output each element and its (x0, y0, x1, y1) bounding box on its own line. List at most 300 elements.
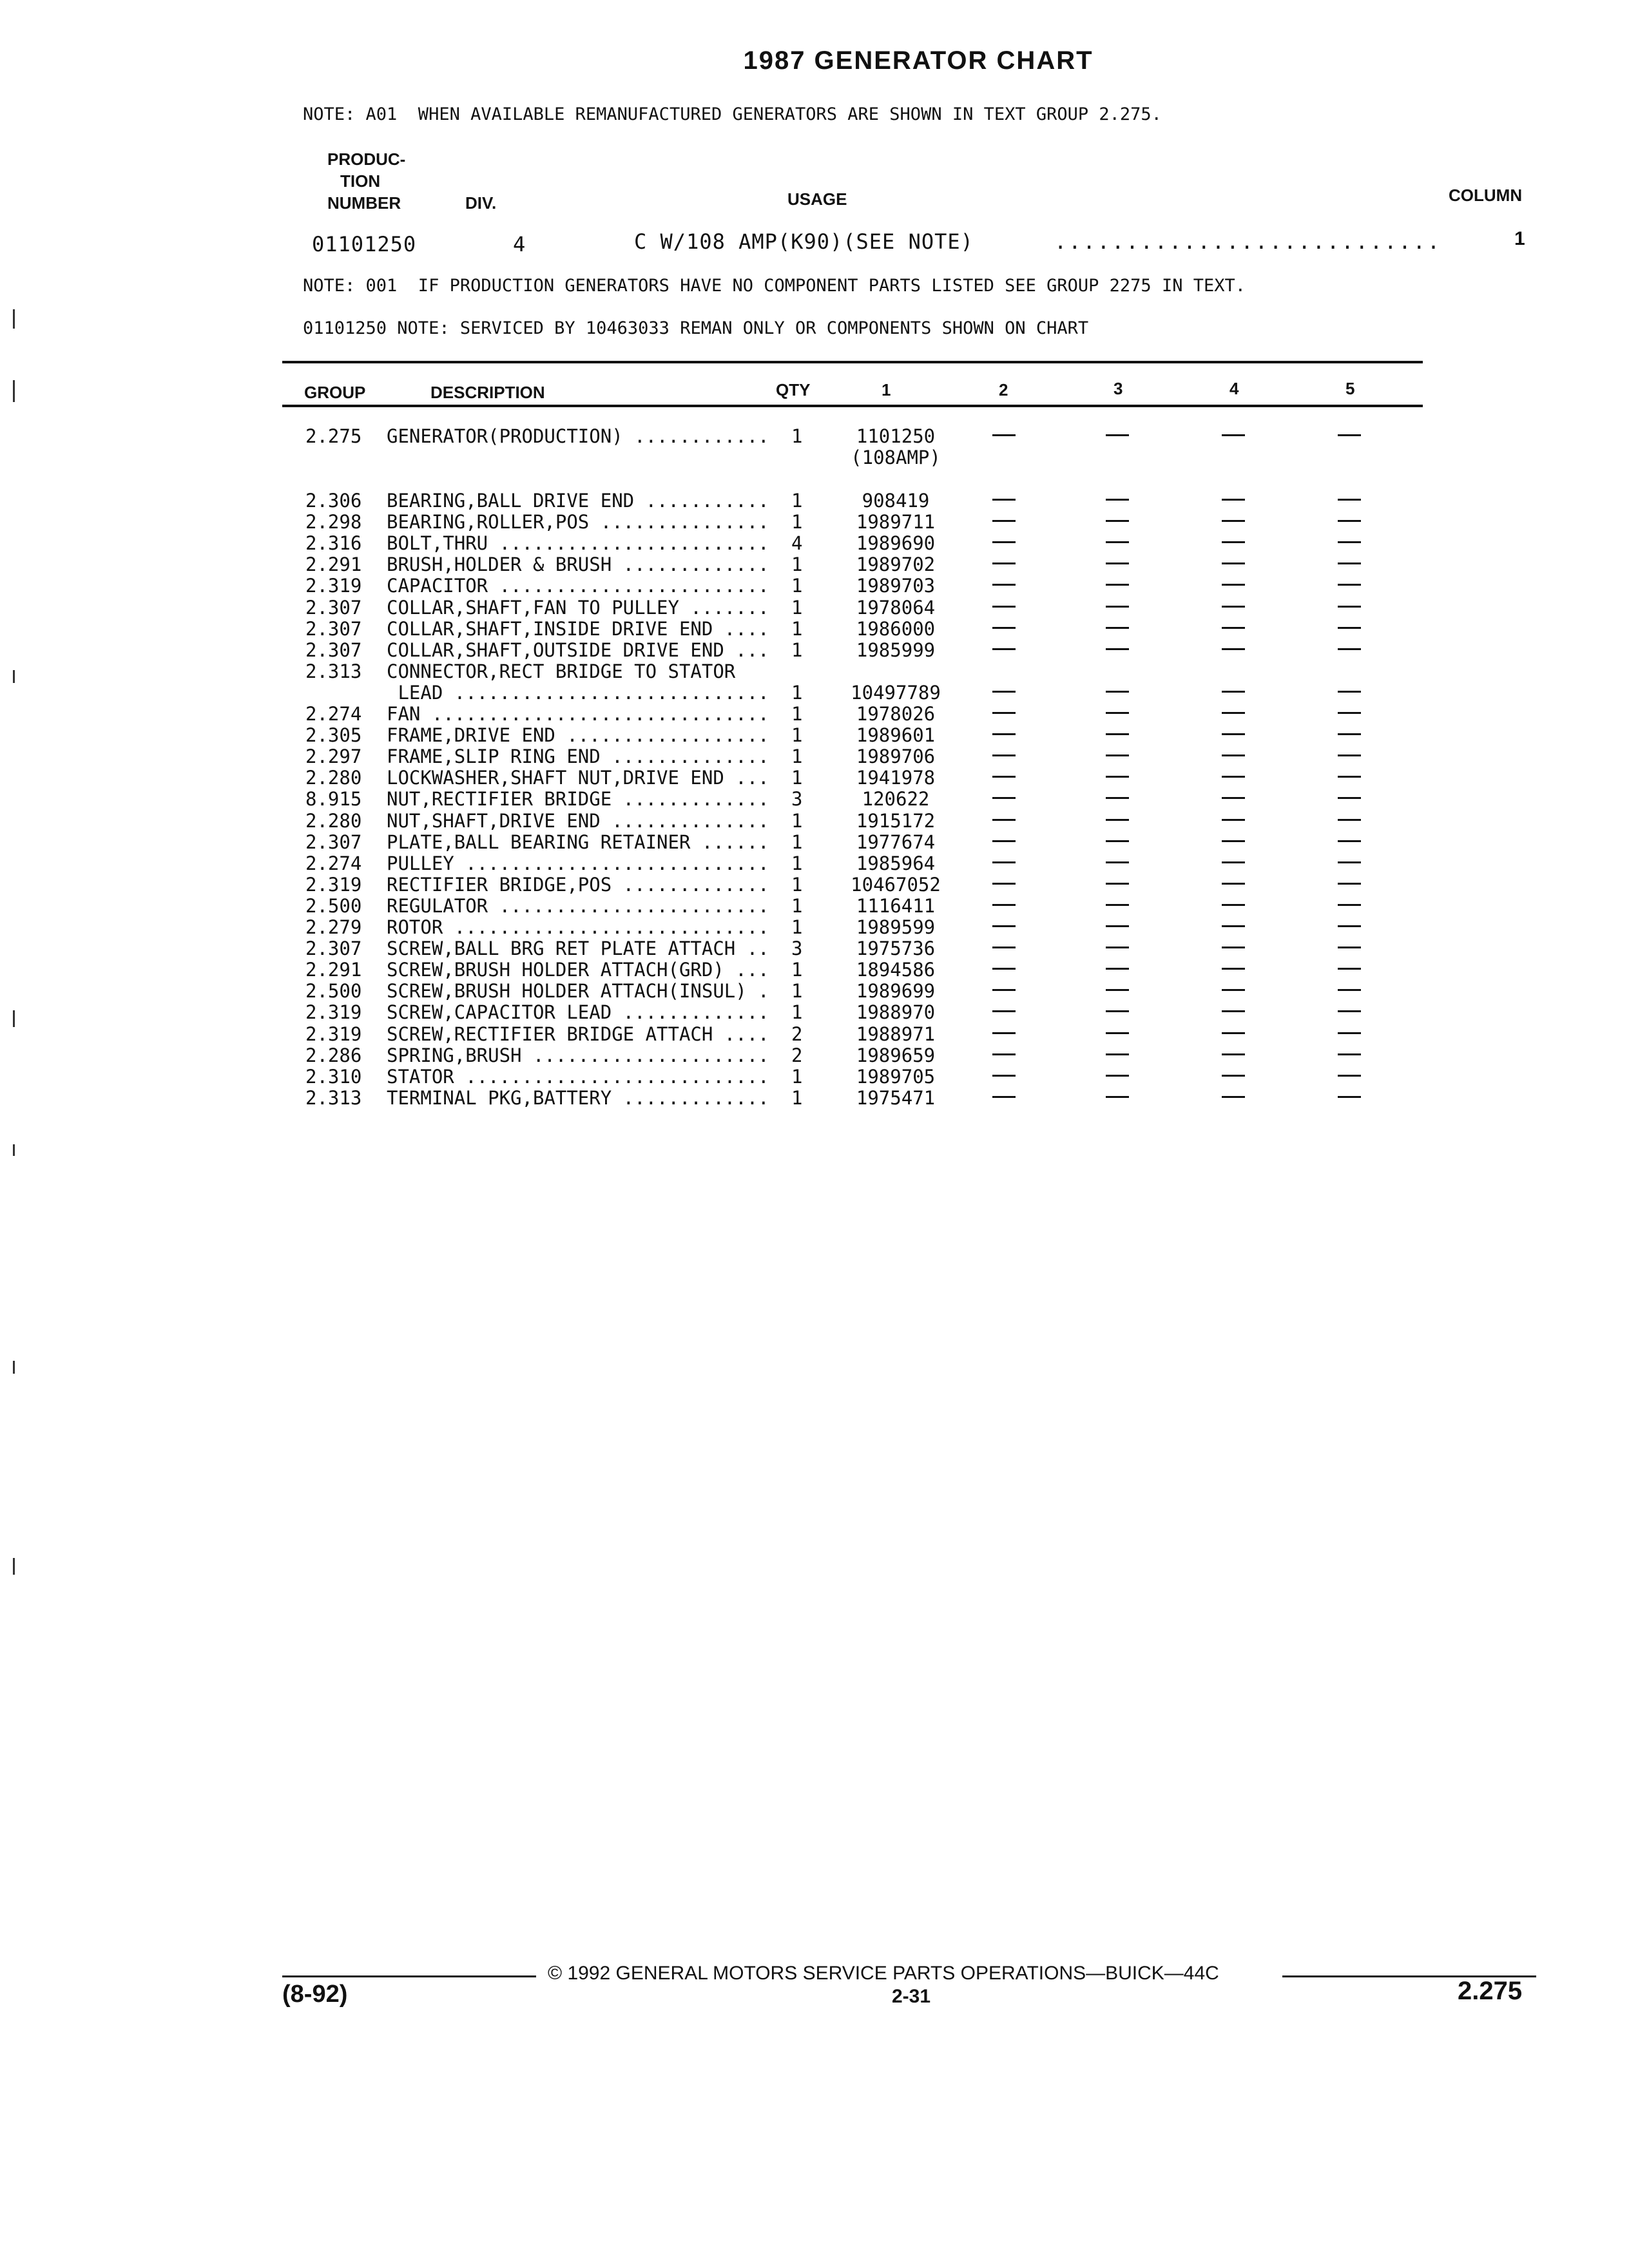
row-description: LEAD ............................ (387, 681, 769, 704)
row-part-number: 1989690 (856, 532, 936, 555)
empty-column-dash (1338, 925, 1361, 927)
table-row (0, 639, 1629, 660)
row-description: BEARING,ROLLER,POS ............... (387, 511, 769, 533)
row-qty: 1 (791, 980, 803, 1003)
empty-column-dash (992, 648, 1016, 650)
empty-column-dash (1338, 904, 1361, 906)
margin-mark (13, 1558, 15, 1575)
row-description: SPRING,BRUSH ..................... (387, 1044, 769, 1066)
empty-column-dash (1106, 989, 1129, 991)
col-header-description: DESCRIPTION (430, 383, 545, 402)
empty-column-dash (1338, 1075, 1361, 1077)
empty-column-dash (992, 968, 1016, 970)
empty-column-dash (992, 562, 1016, 564)
empty-column-dash (1106, 712, 1129, 714)
empty-column-dash (1222, 989, 1245, 991)
row-description: COLLAR,SHAFT,FAN TO PULLEY ....... (387, 596, 769, 619)
row-part-number: 1116411 (856, 894, 936, 917)
empty-column-dash (1222, 904, 1245, 906)
empty-column-dash (1338, 861, 1361, 863)
empty-column-dash (992, 797, 1016, 799)
empty-column-dash (1338, 840, 1361, 842)
empty-column-dash (992, 1010, 1016, 1012)
col-header-2: 2 (999, 380, 1008, 399)
row-description: ROTOR ............................ (387, 916, 769, 938)
note-service: 01101250 NOTE: SERVICED BY 10463033 REMAN ONLY OR COMPONENTS SHOWN ON CHART (303, 318, 1089, 338)
empty-column-dash (1222, 520, 1245, 522)
table-row (0, 788, 1629, 809)
empty-column-dash (1338, 691, 1361, 693)
row-part-number: 1978026 (856, 703, 936, 725)
margin-mark (13, 670, 15, 683)
row-part-number: 1985964 (856, 852, 936, 874)
footer-date-code: (8-92) (282, 1981, 348, 2008)
empty-column-dash (1106, 499, 1129, 501)
row-group: 2.274 (305, 703, 362, 725)
empty-column-dash (1106, 1053, 1129, 1055)
row-qty: 3 (791, 788, 803, 811)
row-description: BRUSH,HOLDER & BRUSH ............. (387, 553, 769, 576)
table-row (0, 916, 1629, 937)
row-qty: 1 (791, 894, 803, 917)
row-qty: 1 (791, 745, 803, 768)
table-top-rule (282, 361, 1423, 363)
row-group: 2.274 (305, 852, 362, 874)
empty-column-dash (1106, 691, 1129, 693)
empty-column-dash (1106, 541, 1129, 543)
production-leader: ........................... (1054, 229, 1442, 254)
empty-column-dash (1338, 434, 1361, 436)
row-description: SCREW,BALL BRG RET PLATE ATTACH .. (387, 937, 769, 960)
row-qty: 1 (791, 873, 803, 896)
empty-column-dash (992, 712, 1016, 714)
row-part-number: 10467052 (851, 873, 941, 896)
row-part-number: 1975736 (856, 937, 936, 960)
table-row-generator-production (0, 425, 1629, 447)
col-header-1: 1 (882, 380, 891, 399)
row-description: GENERATOR(PRODUCTION) ............ (387, 425, 769, 447)
empty-column-dash (1106, 797, 1129, 799)
row-qty: 1 (791, 617, 803, 640)
row-group: 2.298 (305, 511, 362, 533)
table-row (0, 745, 1629, 767)
margin-mark (13, 380, 15, 402)
empty-column-dash (992, 754, 1016, 756)
row-description: CAPACITOR ........................ (387, 575, 769, 597)
empty-column-dash (1338, 1032, 1361, 1034)
empty-column-dash (1222, 840, 1245, 842)
row-part-number: 1989659 (856, 1044, 936, 1066)
table-row (0, 703, 1629, 724)
table-row (0, 1066, 1629, 1087)
empty-column-dash (1222, 1010, 1245, 1012)
row-description: RECTIFIER BRIDGE,POS ............. (387, 873, 769, 896)
empty-column-dash (992, 691, 1016, 693)
empty-column-dash (1106, 733, 1129, 735)
empty-column-dash (1222, 754, 1245, 756)
empty-column-dash (1222, 434, 1245, 436)
row-part-number: 1894586 (856, 959, 936, 981)
table-row (0, 1087, 1629, 1108)
empty-column-dash (1222, 606, 1245, 608)
row-part-number: 908419 (862, 490, 930, 512)
empty-column-dash (1106, 904, 1129, 906)
empty-column-dash (1338, 627, 1361, 629)
header-usage: USAGE (787, 189, 847, 209)
row-qty: 1 (791, 425, 803, 447)
empty-column-dash (992, 989, 1016, 991)
empty-column-dash (1222, 1032, 1245, 1034)
table-row (0, 874, 1629, 895)
table-row (0, 511, 1629, 532)
row-group: 2.297 (305, 745, 362, 768)
row-group: 2.286 (305, 1044, 362, 1066)
row-qty: 1 (791, 1065, 803, 1088)
row-part-number: 120622 (862, 788, 930, 811)
empty-column-dash (992, 520, 1016, 522)
row-part-number: 1989601 (856, 724, 936, 747)
empty-column-dash (1338, 712, 1361, 714)
row-part-number: 1989702 (856, 553, 936, 576)
header-production-number-line1: PRODUC- (327, 149, 406, 169)
row-part-number: 1985999 (856, 639, 936, 661)
row-group: 2.319 (305, 1023, 362, 1045)
empty-column-dash (992, 434, 1016, 436)
empty-column-dash (1338, 520, 1361, 522)
empty-column-dash (1106, 606, 1129, 608)
empty-column-dash (1106, 754, 1129, 756)
empty-column-dash (1106, 776, 1129, 778)
header-div: DIV. (465, 193, 497, 213)
row-description: CONNECTOR,RECT BRIDGE TO STATOR (387, 660, 736, 682)
empty-column-dash (992, 584, 1016, 586)
table-row-part-note (0, 447, 1629, 468)
row-description: SCREW,BRUSH HOLDER ATTACH(GRD) ... (387, 959, 769, 981)
table-row (0, 831, 1629, 852)
row-description: FRAME,DRIVE END .................. (387, 724, 769, 747)
table-row (0, 959, 1629, 980)
empty-column-dash (1338, 989, 1361, 991)
empty-column-dash (1338, 1096, 1361, 1098)
production-number: 01101250 (312, 232, 417, 256)
table-row (0, 490, 1629, 511)
row-description: LOCKWASHER,SHAFT NUT,DRIVE END ... (387, 767, 769, 789)
note-001: NOTE: 001 IF PRODUCTION GENERATORS HAVE NO COMPONENT PARTS LISTED SEE GROUP 2275 IN TEXT. (303, 276, 1246, 296)
empty-column-dash (992, 733, 1016, 735)
row-group: 2.275 (305, 425, 362, 447)
empty-column-dash (992, 1053, 1016, 1055)
empty-column-dash (992, 1075, 1016, 1077)
row-qty: 1 (791, 724, 803, 747)
row-qty: 1 (791, 809, 803, 832)
row-qty: 1 (791, 490, 803, 512)
empty-column-dash (992, 1096, 1016, 1098)
row-description: SCREW,BRUSH HOLDER ATTACH(INSUL) . (387, 980, 769, 1003)
row-group: 2.305 (305, 724, 362, 747)
empty-column-dash (1222, 1096, 1245, 1098)
row-qty: 1 (791, 553, 803, 576)
empty-column-dash (1106, 819, 1129, 821)
table-row (0, 575, 1629, 596)
row-part-note: (108AMP) (851, 447, 941, 468)
empty-column-dash (1338, 733, 1361, 735)
empty-column-dash (1106, 520, 1129, 522)
row-qty: 1 (791, 511, 803, 533)
empty-column-dash (1106, 883, 1129, 885)
empty-column-dash (1106, 925, 1129, 927)
empty-column-dash (1338, 499, 1361, 501)
row-part-number: 1975471 (856, 1086, 936, 1109)
row-group: 2.313 (305, 660, 362, 682)
footer-copyright: © 1992 GENERAL MOTORS SERVICE PARTS OPERATIONS—BUICK—44C (548, 1963, 1219, 1984)
production-usage: C W/108 AMP(K90)(SEE NOTE) (634, 229, 974, 254)
empty-column-dash (1106, 434, 1129, 436)
table-row (0, 852, 1629, 874)
empty-column-dash (1106, 1032, 1129, 1034)
row-group: 2.280 (305, 809, 362, 832)
row-qty: 1 (791, 852, 803, 874)
row-qty: 3 (791, 937, 803, 960)
table-row (0, 1023, 1629, 1044)
table-row (0, 895, 1629, 916)
empty-column-dash (992, 861, 1016, 863)
empty-column-dash (1338, 883, 1361, 885)
empty-column-dash (1106, 648, 1129, 650)
empty-column-dash (992, 925, 1016, 927)
footer-rule-left (282, 1975, 536, 1977)
margin-mark (13, 1144, 15, 1156)
empty-column-dash (1222, 925, 1245, 927)
note-a01: NOTE: A01 WHEN AVAILABLE REMANUFACTURED GENERATORS ARE SHOWN IN TEXT GROUP 2.275. (303, 104, 1162, 124)
row-description: COLLAR,SHAFT,INSIDE DRIVE END .... (387, 617, 769, 640)
empty-column-dash (1222, 1053, 1245, 1055)
empty-column-dash (992, 1032, 1016, 1034)
empty-column-dash (1222, 562, 1245, 564)
table-row (0, 937, 1629, 959)
row-group: 2.313 (305, 1086, 362, 1109)
row-qty: 1 (791, 1001, 803, 1024)
table-header-rule (282, 405, 1423, 407)
row-description: SCREW,RECTIFIER BRIDGE ATTACH .... (387, 1023, 769, 1045)
col-header-3: 3 (1113, 379, 1123, 398)
empty-column-dash (1222, 733, 1245, 735)
empty-column-dash (1222, 541, 1245, 543)
row-group: 2.500 (305, 980, 362, 1003)
empty-column-dash (1222, 968, 1245, 970)
row-description: BOLT,THRU ........................ (387, 532, 769, 555)
row-description: FAN .............................. (387, 703, 769, 725)
empty-column-dash (1222, 691, 1245, 693)
production-column: 1 (1514, 228, 1526, 249)
row-part-number: 1988971 (856, 1023, 936, 1045)
row-group: 2.307 (305, 617, 362, 640)
row-qty: 1 (791, 596, 803, 619)
footer-section-number: 2.275 (1458, 1977, 1523, 2005)
row-description: COLLAR,SHAFT,OUTSIDE DRIVE END ... (387, 639, 769, 661)
row-description: TERMINAL PKG,BATTERY ............. (387, 1086, 769, 1109)
table-row (0, 810, 1629, 831)
empty-column-dash (1338, 819, 1361, 821)
production-div: 4 (513, 232, 526, 256)
row-part-number: 1989599 (856, 916, 936, 938)
empty-column-dash (992, 947, 1016, 948)
empty-column-dash (1106, 1010, 1129, 1012)
row-qty: 1 (791, 1086, 803, 1109)
row-description: PULLEY ........................... (387, 852, 769, 874)
empty-column-dash (1222, 1075, 1245, 1077)
empty-column-dash (1222, 712, 1245, 714)
empty-column-dash (992, 819, 1016, 821)
page-title: 1987 GENERATOR CHART (743, 46, 1094, 75)
col-header-group: GROUP (304, 383, 366, 402)
empty-column-dash (992, 541, 1016, 543)
row-qty: 1 (791, 639, 803, 661)
empty-column-dash (1222, 499, 1245, 501)
table-row (0, 1001, 1629, 1023)
row-qty: 1 (791, 703, 803, 725)
empty-column-dash (992, 776, 1016, 778)
empty-column-dash (1222, 627, 1245, 629)
row-qty: 1 (791, 831, 803, 853)
empty-column-dash (1222, 819, 1245, 821)
empty-column-dash (1338, 606, 1361, 608)
empty-column-dash (1222, 883, 1245, 885)
row-group: 8.915 (305, 788, 362, 811)
row-qty: 4 (791, 532, 803, 555)
row-qty: 2 (791, 1044, 803, 1066)
empty-column-dash (1106, 1096, 1129, 1098)
row-part-number: 1988970 (856, 1001, 936, 1024)
row-description: REGULATOR ........................ (387, 894, 769, 917)
row-group: 2.310 (305, 1065, 362, 1088)
empty-column-dash (1106, 968, 1129, 970)
table-row (0, 980, 1629, 1001)
empty-column-dash (992, 883, 1016, 885)
empty-column-dash (1338, 776, 1361, 778)
row-group: 2.307 (305, 831, 362, 853)
empty-column-dash (1222, 584, 1245, 586)
row-part-number: 1989699 (856, 980, 936, 1003)
empty-column-dash (1338, 584, 1361, 586)
row-part-number: 1977674 (856, 831, 936, 853)
table-row (0, 682, 1629, 703)
row-description: STATOR ........................... (387, 1065, 769, 1088)
empty-column-dash (992, 627, 1016, 629)
empty-column-dash (1338, 797, 1361, 799)
table-row (0, 618, 1629, 639)
row-group: 2.316 (305, 532, 362, 555)
row-group: 2.306 (305, 490, 362, 512)
empty-column-dash (1222, 776, 1245, 778)
empty-column-dash (1338, 947, 1361, 948)
row-description: FRAME,SLIP RING END .............. (387, 745, 769, 768)
empty-column-dash (1106, 627, 1129, 629)
row-description: BEARING,BALL DRIVE END ........... (387, 490, 769, 512)
empty-column-dash (1338, 541, 1361, 543)
row-group: 2.319 (305, 873, 362, 896)
row-part-number: 1989711 (856, 511, 936, 533)
row-description: NUT,RECTIFIER BRIDGE ............. (387, 788, 769, 811)
empty-column-dash (1222, 947, 1245, 948)
row-group: 2.307 (305, 639, 362, 661)
empty-column-dash (992, 606, 1016, 608)
row-description: NUT,SHAFT,DRIVE END .............. (387, 809, 769, 832)
row-part-number: 1989706 (856, 745, 936, 768)
table-row (0, 532, 1629, 553)
col-header-4: 4 (1229, 379, 1239, 398)
row-qty: 1 (791, 575, 803, 597)
empty-column-dash (1222, 648, 1245, 650)
header-production-number-line2: TION (340, 171, 381, 191)
header-column: COLUMN (1449, 186, 1523, 205)
table-row (0, 1044, 1629, 1066)
row-qty: 1 (791, 916, 803, 938)
table-row (0, 660, 1629, 682)
row-group: 2.319 (305, 575, 362, 597)
row-qty: 1 (791, 959, 803, 981)
empty-column-dash (1338, 1010, 1361, 1012)
row-part-number: 1989703 (856, 575, 936, 597)
empty-column-dash (1338, 1053, 1361, 1055)
row-group: 2.291 (305, 553, 362, 576)
empty-column-dash (1106, 584, 1129, 586)
empty-column-dash (1106, 840, 1129, 842)
empty-column-dash (992, 499, 1016, 501)
row-part-number: 1941978 (856, 767, 936, 789)
row-group: 2.307 (305, 937, 362, 960)
row-group: 2.279 (305, 916, 362, 938)
row-qty: 1 (791, 681, 803, 704)
empty-column-dash (1338, 562, 1361, 564)
table-row (0, 724, 1629, 745)
empty-column-dash (1338, 648, 1361, 650)
empty-column-dash (1338, 968, 1361, 970)
col-header-qty: QTY (776, 380, 811, 399)
margin-mark (13, 309, 15, 329)
row-group: 2.280 (305, 767, 362, 789)
empty-column-dash (1222, 797, 1245, 799)
row-part-number: 1989705 (856, 1065, 936, 1088)
row-part-number: 1986000 (856, 617, 936, 640)
table-row (0, 597, 1629, 618)
row-description: SCREW,CAPACITOR LEAD ............. (387, 1001, 769, 1024)
empty-column-dash (1222, 861, 1245, 863)
empty-column-dash (1338, 754, 1361, 756)
margin-mark (13, 1361, 15, 1374)
row-qty: 2 (791, 1023, 803, 1045)
col-header-5: 5 (1345, 379, 1355, 398)
table-row (0, 553, 1629, 575)
empty-column-dash (992, 904, 1016, 906)
empty-column-dash (992, 840, 1016, 842)
table-row (0, 767, 1629, 788)
row-qty: 1 (791, 767, 803, 789)
header-production-number-line3: NUMBER (327, 193, 401, 213)
row-part-number: 1978064 (856, 596, 936, 619)
row-group: 2.319 (305, 1001, 362, 1024)
row-part-number: 10497789 (851, 681, 941, 704)
empty-column-dash (1106, 562, 1129, 564)
row-group: 2.500 (305, 894, 362, 917)
empty-column-dash (1106, 947, 1129, 948)
row-part-number: 1915172 (856, 809, 936, 832)
row-part-number: 1101250 (856, 425, 936, 447)
empty-column-dash (1106, 861, 1129, 863)
row-group: 2.291 (305, 959, 362, 981)
row-group: 2.307 (305, 596, 362, 619)
empty-column-dash (1106, 1075, 1129, 1077)
row-description: PLATE,BALL BEARING RETAINER ...... (387, 831, 769, 853)
